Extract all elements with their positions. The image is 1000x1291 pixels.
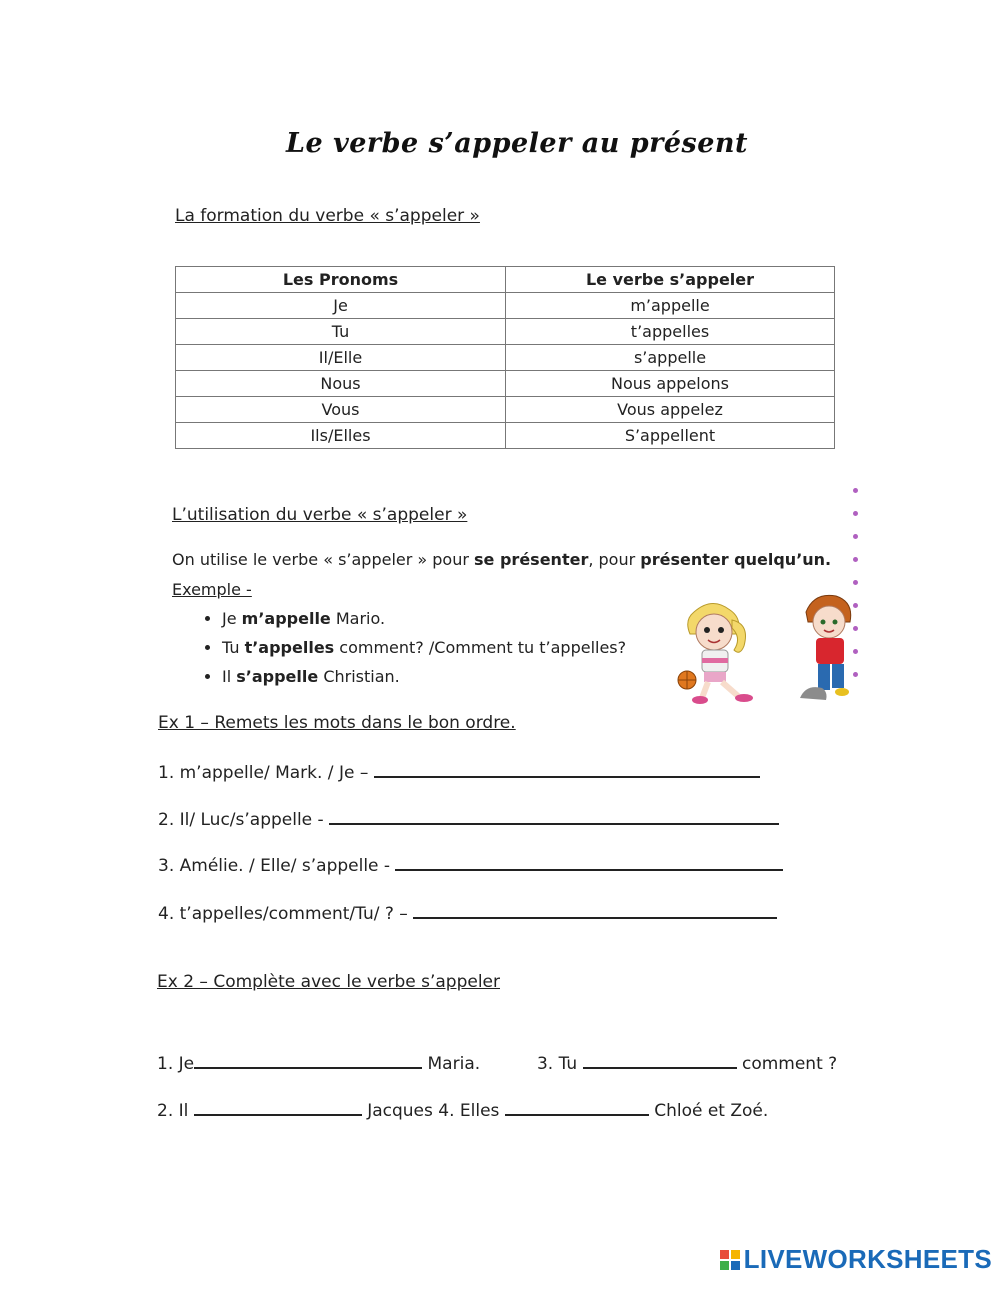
answer-blank[interactable] <box>374 758 760 778</box>
example-text: Tu <box>222 638 245 657</box>
answer-blank[interactable] <box>395 851 783 871</box>
usage-text-1: On utilise le verbe « s’appeler » pour <box>172 550 475 569</box>
table-cell-verb: s’appelle <box>506 345 835 371</box>
example-verb: m’appelle <box>241 609 331 628</box>
examples-list <box>192 606 626 693</box>
ex2-q4-post: Chloé et Zoé. <box>654 1101 769 1121</box>
table-header-row <box>176 267 835 293</box>
answer-blank[interactable] <box>194 1096 362 1116</box>
table-cell-pronoun: Il/Elle <box>176 345 506 371</box>
ex1-item-3 <box>158 851 783 876</box>
example-text: comment? /Comment tu t’appelles? <box>334 638 627 657</box>
usage-bold-1: se présenter <box>474 550 589 569</box>
section-formation-heading: La formation du verbe « s’appeler » <box>175 206 480 226</box>
table-header-verb: Le verbe s’appeler <box>506 267 835 293</box>
table-header-pronouns: Les Pronoms <box>176 267 506 293</box>
list-item <box>222 664 626 693</box>
answer-blank[interactable] <box>505 1096 649 1116</box>
page-title: Le verbe s’appeler au présent <box>286 128 748 159</box>
ex2-q3-post: comment ? <box>741 1054 838 1074</box>
table-cell-pronoun: Je <box>176 293 506 319</box>
answer-blank[interactable] <box>329 805 779 825</box>
conjugation-table <box>175 266 835 449</box>
ex1-heading: Ex 1 – Remets les mots dans le bon ordre. <box>158 713 516 733</box>
ex2-q3-pre: 3. Tu <box>536 1054 578 1074</box>
ex1-item-2 <box>158 805 779 830</box>
logo-grid-icon <box>720 1250 740 1270</box>
section-usage-heading: L’utilisation du verbe « s’appeler » <box>172 505 468 525</box>
table-cell-pronoun: Ils/Elles <box>176 423 506 449</box>
example-text: Je <box>222 609 242 628</box>
answer-blank[interactable] <box>583 1049 737 1069</box>
ex2-q4-pre: 4. Elles <box>438 1101 500 1121</box>
ex1-item-text: 1. m’appelle/ Mark. / Je – <box>158 763 369 783</box>
list-item <box>222 635 626 664</box>
table-row <box>176 397 835 423</box>
ex1-item-1 <box>158 758 760 783</box>
table-cell-pronoun: Tu <box>176 319 506 345</box>
table-row <box>176 345 835 371</box>
ex2-row-2 <box>157 1096 768 1121</box>
table-cell-verb: m’appelle <box>506 293 835 319</box>
table-cell-verb: Nous appelons <box>506 371 835 397</box>
example-verb: t’appelles <box>244 638 335 657</box>
liveworksheets-logo[interactable] <box>720 1244 992 1275</box>
example-text: Christian. <box>318 667 400 686</box>
usage-text-2: , pour <box>588 550 641 569</box>
answer-blank[interactable] <box>413 899 777 919</box>
table-cell-verb: S’appellent <box>506 423 835 449</box>
table-row <box>176 293 835 319</box>
table-cell-verb: Vous appelez <box>506 397 835 423</box>
table-row <box>176 371 835 397</box>
table-cell-pronoun: Vous <box>176 397 506 423</box>
list-item <box>222 606 626 635</box>
ex2-heading: Ex 2 – Complète avec le verbe s’appeler <box>157 972 500 992</box>
table-cell-pronoun: Nous <box>176 371 506 397</box>
ex1-item-4 <box>158 899 777 924</box>
ex1-item-text: 2. Il/ Luc/s’appelle - <box>158 810 324 830</box>
ex2-q1-post: Maria. <box>427 1054 481 1074</box>
ex2-q2-post: Jacques <box>367 1101 433 1121</box>
ex2-q1-pre: 1. Je <box>157 1054 195 1074</box>
answer-blank[interactable] <box>194 1049 422 1069</box>
example-label: Exemple - <box>172 580 252 599</box>
table-row <box>176 423 835 449</box>
ex2-q2-pre: 2. Il <box>157 1101 189 1121</box>
girl-illustration <box>672 598 764 706</box>
example-text: Il <box>222 667 237 686</box>
ex2-row-1 <box>157 1049 837 1074</box>
example-text: Mario. <box>330 609 386 628</box>
usage-sentence <box>172 550 831 569</box>
ex1-item-text: 4. t’appelles/comment/Tu/ ? – <box>158 904 408 924</box>
boy-illustration <box>796 592 858 706</box>
table-cell-verb: t’appelles <box>506 319 835 345</box>
ex1-item-text: 3. Amélie. / Elle/ s’appelle - <box>158 856 391 876</box>
decorative-border-dots <box>853 488 861 695</box>
usage-bold-2: présenter quelqu’un. <box>640 550 832 569</box>
example-verb: s’appelle <box>236 667 319 686</box>
logo-text: LIVEWORKSHEETS <box>743 1244 992 1274</box>
table-row <box>176 319 835 345</box>
